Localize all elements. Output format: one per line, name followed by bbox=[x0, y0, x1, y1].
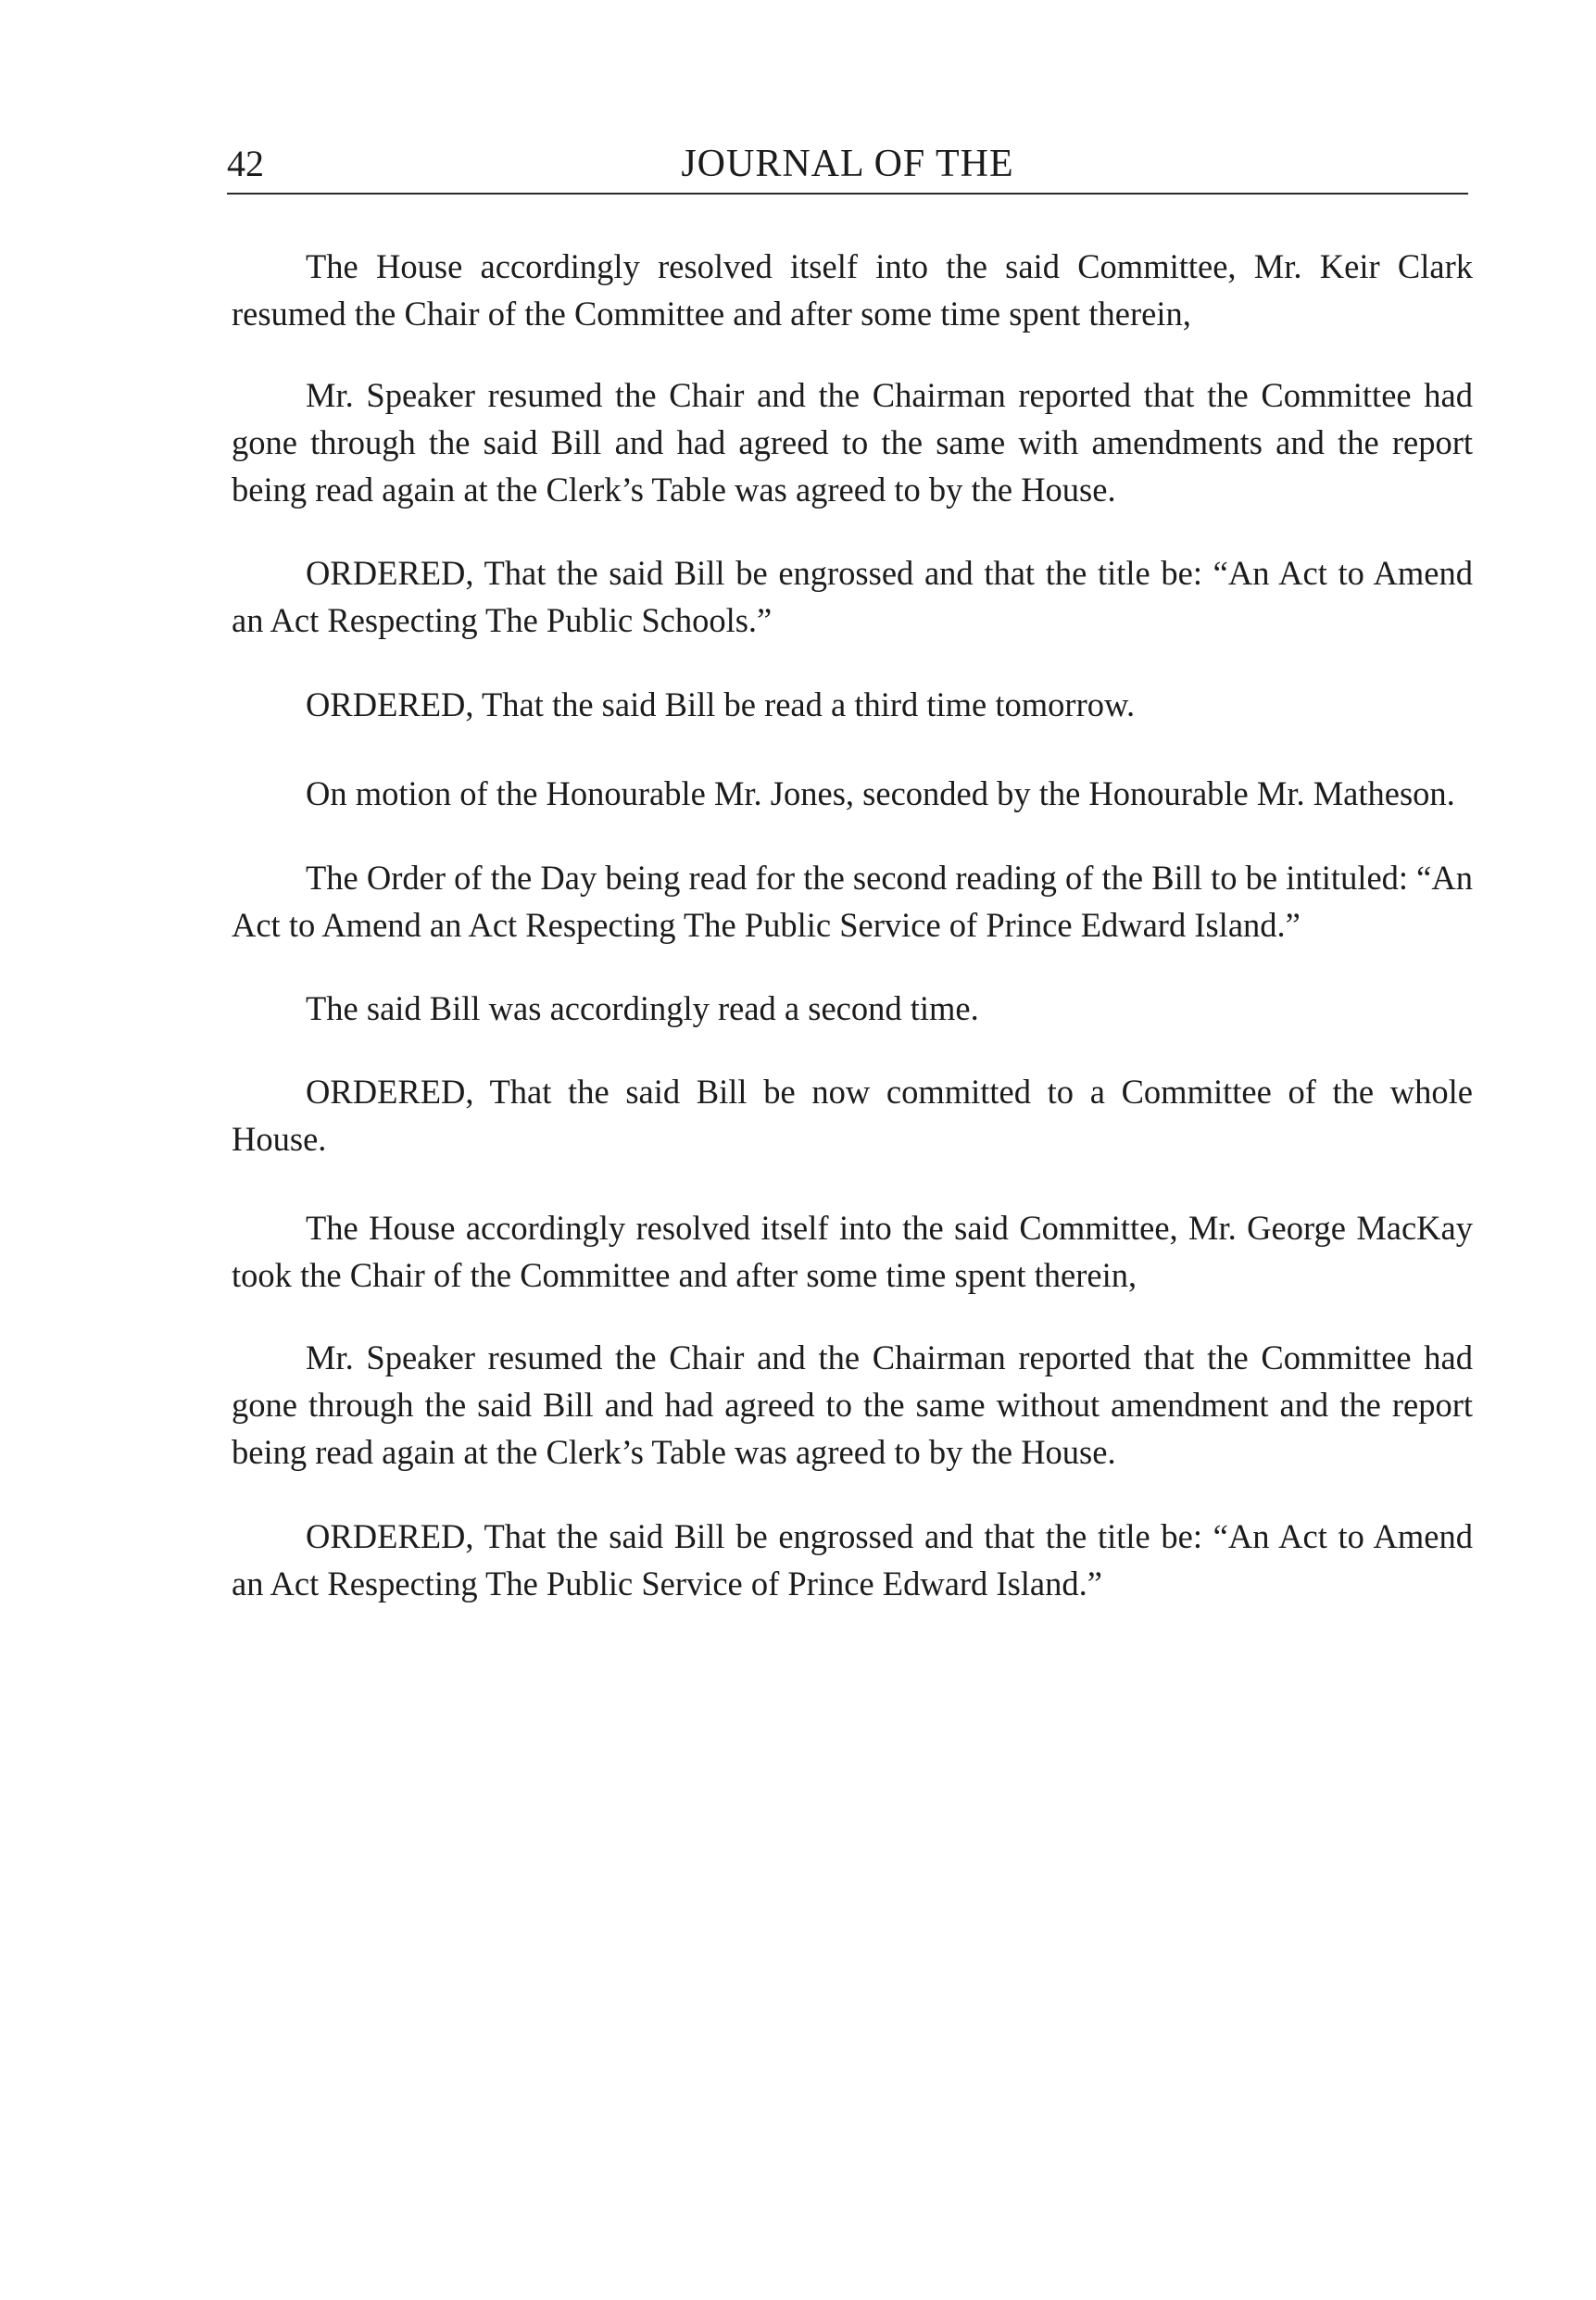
running-title: JOURNAL OF THE bbox=[681, 143, 1014, 185]
header-rule bbox=[227, 193, 1468, 195]
paragraph-committee-resolved-2: The House accordingly resolved itself into the said Committee, Mr. George MacKay took the Chair of the Committee and after some time spent therein, bbox=[232, 1209, 1473, 1294]
paragraph-speaker-report: Mr. Speaker resumed the Chair and the Chairman reported that the Committee had gone through the said Bill and had agreed to the same with amendments and the report being read again at the Clerk’s Table was agreed to by the House. bbox=[232, 376, 1473, 509]
paragraph-speaker-report-2: Mr. Speaker resumed the Chair and the Chairman reported that the Committee had gone through the said Bill and had agreed to the same without amendment and the report being read again at the Clerk’s Table was agreed to by the House. bbox=[232, 1339, 1473, 1471]
paragraph-ordered-committed: ORDERED, That the said Bill be now committed to a Committee of the whole House. bbox=[232, 1073, 1473, 1158]
body-text bbox=[232, 243, 1473, 1607]
paragraph-ordered-engrossed: ORDERED, That the said Bill be engrossed and that the title be: “An Act to Amend an Act Respecting The Public Schools.” bbox=[232, 554, 1473, 639]
paragraph-ordered-third-reading: ORDERED, That the said Bill be read a third time tomorrow. bbox=[306, 685, 1136, 723]
paragraph-motion: On motion of the Honourable Mr. Jones, seconded by the Honourable Mr. Matheson. bbox=[306, 774, 1455, 812]
paragraph-second-reading: The said Bill was accordingly read a second time. bbox=[306, 989, 979, 1027]
page-number: 42 bbox=[227, 143, 264, 184]
paragraph-ordered-engrossed-2: ORDERED, That the said Bill be engrossed and that the title be: “An Act to Amend an Act Respecting The Public Service of Prince Edward Island.” bbox=[232, 1517, 1473, 1602]
paragraph-committee-resolved: The House accordingly resolved itself into the said Committee, Mr. Keir Clark resumed the Chair of the Committee and after some time spent therein, bbox=[232, 247, 1473, 333]
page-header bbox=[227, 141, 1468, 187]
paragraph-order-of-day: The Order of the Day being read for the second reading of the Bill to be intituled: “An Act to Amend an Act Respecting The Public Service of Prince Edward Island.” bbox=[232, 859, 1473, 944]
